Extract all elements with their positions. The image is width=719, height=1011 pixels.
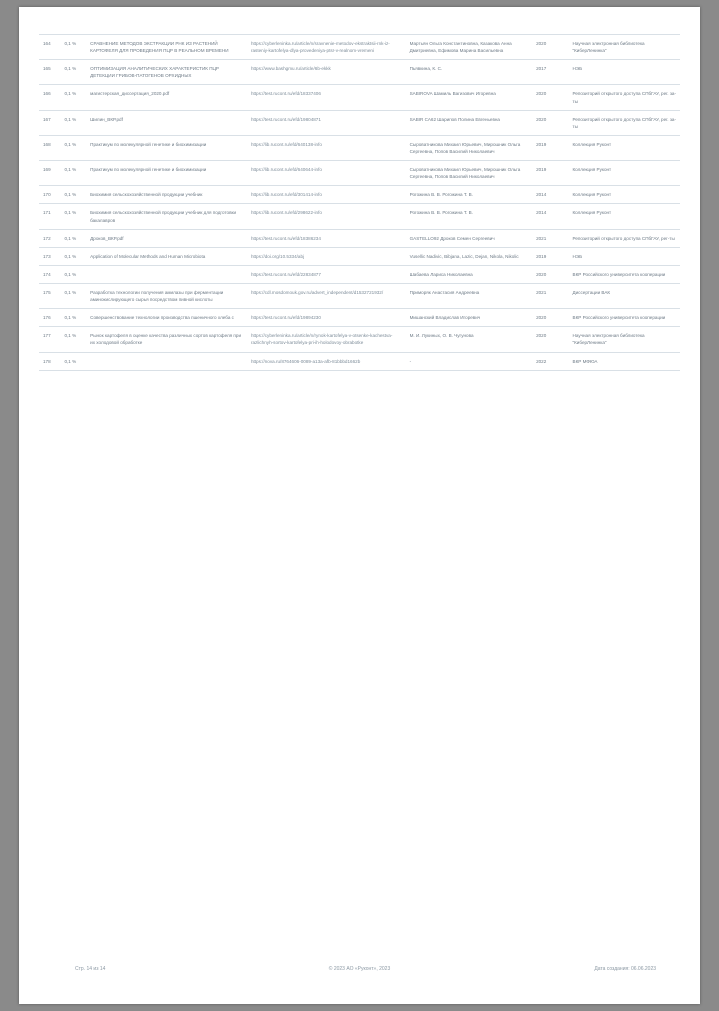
cell-percent: 0,1 % [60,204,86,229]
cell-link[interactable]: https://nova.ru/8764606-0089-a13a-afb-81bbbd1662b [247,352,406,370]
table-row [39,85,680,110]
cell-authors: Рогожина В. В. Рогожина Т. В. [406,186,532,204]
cell-num: 178 [39,352,60,370]
cell-year: 2017 [532,60,568,85]
cell-link[interactable]: https://lib.rucont.ru/efd/640138-info [247,135,406,160]
cell-link[interactable]: https://test.rucont.ru/efd/18337406 [247,85,406,110]
cell-num: 164 [39,35,60,60]
cell-source: НЭБ [569,247,681,265]
cell-percent: 0,1 % [60,352,86,370]
cell-percent: 0,1 % [60,283,86,308]
cell-percent: 0,1 % [60,247,86,265]
cell-authors: Приморяк Анастасия Андреевна [406,283,532,308]
cell-link[interactable]: https://lib.rucont.ru/efd/640644-info [247,161,406,186]
cell-num: 175 [39,283,60,308]
table-row [39,135,680,160]
cell-num: 177 [39,327,60,352]
cell-authors: Пьявкина, К. С. [406,60,532,85]
cell-link[interactable]: https://test.rucont.ru/efd/22834877 [247,265,406,283]
cell-authors: SABIROVA Шамиль Вагизович Игоревна [406,85,532,110]
cell-authors: Мартьян Ольга Константиновна, Казакова Анна Дмитриевна, Ефимова Марина Васильевна [406,35,532,60]
cell-authors: Мишанский Владислав Игоревич [406,309,532,327]
table-row [39,352,680,370]
cell-percent: 0,1 % [60,60,86,85]
cell-link[interactable]: https://lib.rucont.ru/efd/298622-info [247,204,406,229]
cell-num: 170 [39,186,60,204]
cell-authors: SABIR СА62 Шарипов Полина Евгеньевна [406,110,532,135]
footer-created-date: Дата создания: 06.06.2023 [594,966,656,972]
cell-num: 174 [39,265,60,283]
table-row [39,265,680,283]
cell-source: Коллекция Руконт [569,186,681,204]
cell-percent: 0,1 % [60,110,86,135]
cell-authors: Рогожина В. В. Рогожина Т. В. [406,204,532,229]
cell-year: 2019 [532,135,568,160]
cell-year: 2019 [532,247,568,265]
cell-percent: 0,1 % [60,265,86,283]
cell-title: Биохимия сельскохозяйственной продукции учебник для подготовки бакалавров [86,204,247,229]
sources-table [39,34,680,371]
cell-title: Шилин_ВКР.pdf [86,110,247,135]
table-row [39,204,680,229]
cell-title: Разработка технологии получения амилазы при ферментации аминокислирующего сырья посредством пивной кислоты [86,283,247,308]
table-row [39,327,680,352]
cell-link[interactable]: https://cdl.mosdomouk.gov.ru/advert_independent/d1532721932/ [247,283,406,308]
cell-source: Научная электронная библиотека "КиберЛенинка" [569,35,681,60]
cell-title: ОПТИМИЗАЦИЯ АНАЛИТИЧЕСКИХ ХАРАКТЕРИСТИК ПЦР ДЕТЕКЦИИ ГРИБОВ-ПАТОГЕНОВ ОРХИДНЫХ [86,60,247,85]
table-row [39,60,680,85]
cell-year: 2020 [532,327,568,352]
cell-source: Репозиторий открытого доступа СПбГАУ, рег. за-ты [569,110,681,135]
cell-authors: Шабаева Лариса Николаевна [406,265,532,283]
cell-link[interactable]: https://cyberleninka.ru/article/n/rynok-kartofelya-v-otsenke-kachestva-razlichnyh-sortov-kartofelya-pri-ih-holodovoy-obrabotke [247,327,406,352]
cell-source: Научная электронная библиотека "КиберЛенинка" [569,327,681,352]
cell-link[interactable]: https://lib.rucont.ru/efd/301414-info [247,186,406,204]
table-row [39,110,680,135]
table-row [39,35,680,60]
cell-authors: Сыроватникова Михаил Юрьевич, Мирошник Ольга Сергеевна, Попов Василий Николаевич [406,161,532,186]
cell-year: 2021 [532,283,568,308]
cell-authors: М. И. Лукиных, О. В. Чугунова [406,327,532,352]
cell-authors: GASTELLO92 Дроков Семен Сергеевич [406,229,532,247]
page-footer [39,966,680,982]
cell-source: Репозиторий открытого доступа СПбГАУ, рег-ты [569,229,681,247]
cell-link[interactable]: https://test.rucont.ru/efd/18386234 [247,229,406,247]
cell-num: 168 [39,135,60,160]
document-page [19,7,700,1004]
cell-source: Диссертации ВАК [569,283,681,308]
footer-page-number: Стр. 14 из 14 [75,966,106,972]
cell-link[interactable]: https://test.rucont.ru/efd/19894230 [247,309,406,327]
cell-year: 2021 [532,229,568,247]
cell-authors: Сыроватникова Михаил Юрьевич, Мирошник Ольга Сергеевна, Попов Василий Николаевич [406,135,532,160]
cell-source: Коллекция Руконт [569,204,681,229]
cell-source: Коллекция Руконт [569,135,681,160]
cell-source: ВКР МФЮА [569,352,681,370]
cell-percent: 0,1 % [60,327,86,352]
cell-num: 165 [39,60,60,85]
cell-percent: 0,1 % [60,309,86,327]
cell-link[interactable]: https://test.rucont.ru/efd/19804871 [247,110,406,135]
cell-link[interactable]: https://cyberleninka.ru/article/n/sravnenie-metodov-ekstraktsii-rnk-iz-rasteniy-kartofelya-dlya-provedeniya-ptsr-v-realnom-vremeni [247,35,406,60]
cell-num: 166 [39,85,60,110]
cell-source: НЭБ [569,60,681,85]
cell-year: 2014 [532,204,568,229]
cell-year: 2020 [532,309,568,327]
cell-link[interactable]: https://doi.org/10.5334/abj [247,247,406,265]
cell-percent: 0,1 % [60,85,86,110]
cell-percent: 0,1 % [60,135,86,160]
cell-year: 2020 [532,265,568,283]
table-body [39,35,680,371]
cell-source: ВКР Российского университета кооперации [569,265,681,283]
cell-title: Рынок картофеля в оценке качества различных сортов картофеля при их холодовой обработке [86,327,247,352]
cell-title: Дроков_ВКР.pdf [86,229,247,247]
cell-year: 2020 [532,110,568,135]
cell-year: 2020 [532,85,568,110]
cell-title: Практикум по молекулярной генетике и биохимизации [86,135,247,160]
cell-year: 2019 [532,161,568,186]
cell-percent: 0,1 % [60,229,86,247]
cell-title [86,265,247,283]
cell-title [86,352,247,370]
footer-copyright: © 2023 АО «Руконт», 2023 [328,966,391,972]
cell-num: 172 [39,229,60,247]
cell-title: СРАВНЕНИЕ МЕТОДОВ ЭКСТРАКЦИИ РНК ИЗ РАСТЕНИЙ КАРТОФЕЛЯ ДЛЯ ПРОВЕДЕНИЯ ПЦР В РЕАЛЬНОМ ВРЕМЕНИ [86,35,247,60]
cell-num: 169 [39,161,60,186]
cell-title: Практикум по молекулярной генетике и биохимизации [86,161,247,186]
cell-percent: 0,1 % [60,35,86,60]
cell-year: 2014 [532,186,568,204]
cell-title: Совершенствование технологии производства пшеничного хлеба с [86,309,247,327]
cell-title: магистерская_диссертация_2020.pdf [86,85,247,110]
table-row [39,283,680,308]
table-row [39,186,680,204]
cell-authors: Vuselliс Nadivic, Bibjana, Lazic, Dejan, Nikola, Nikolic [406,247,532,265]
cell-title: Application of Molecular Methods and Human Microbiota [86,247,247,265]
cell-year: 2020 [532,35,568,60]
cell-source: Репозиторий открытого доступа СПбГАУ, рег. за-ты [569,85,681,110]
table-row [39,161,680,186]
cell-title: Биохимия сельскохозяйственной продукции учебник [86,186,247,204]
cell-num: 173 [39,247,60,265]
cell-percent: 0,1 % [60,161,86,186]
table-row [39,309,680,327]
cell-num: 167 [39,110,60,135]
cell-percent: 0,1 % [60,186,86,204]
cell-source: Коллекция Руконт [569,161,681,186]
cell-year: 2022 [532,352,568,370]
cell-num: 171 [39,204,60,229]
table-row [39,229,680,247]
cell-source: ВКР Российского университета кооперации [569,309,681,327]
cell-link[interactable]: https://www.bashgmu.ru/article/6b-ekkk [247,60,406,85]
cell-num: 176 [39,309,60,327]
cell-authors: - [406,352,532,370]
table-row [39,247,680,265]
